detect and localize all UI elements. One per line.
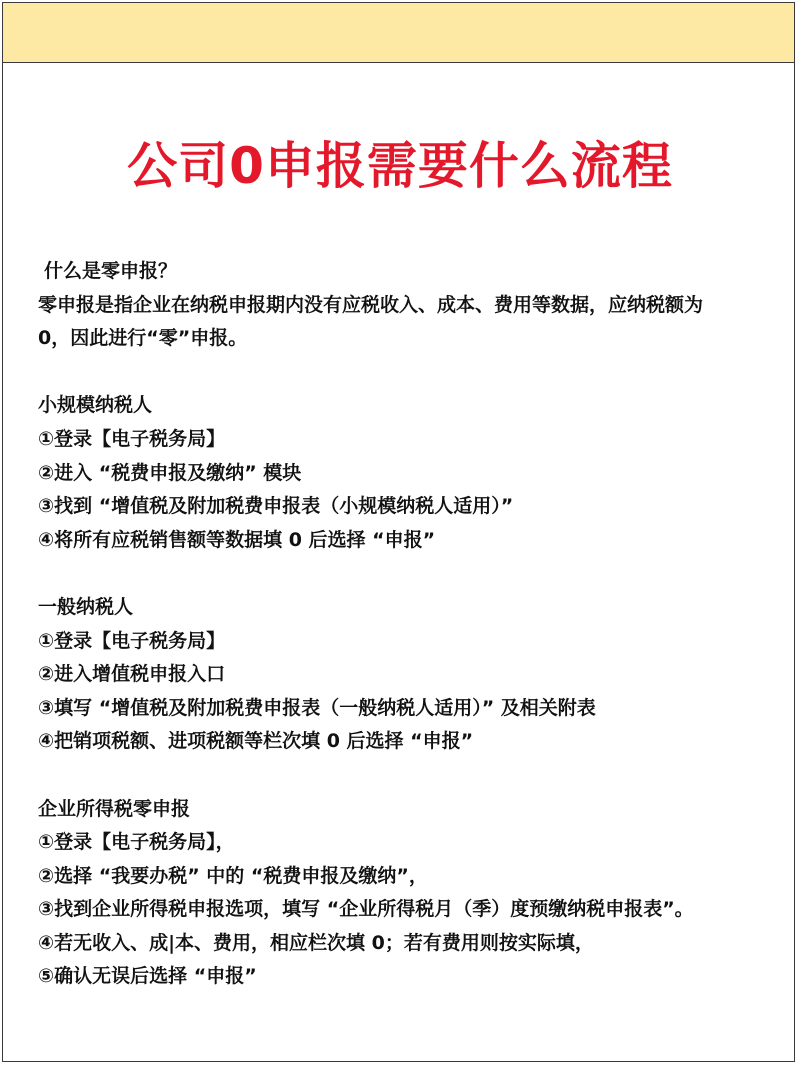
- page-title: 公司0申报需要什么流程: [127, 137, 673, 195]
- article-body: [38, 255, 768, 994]
- intro-answer-line-2: 0，因此进行“零”申报。: [38, 327, 248, 350]
- intro-answer-line-1: 零申报是指企业在纳税申报期内没有应税收入、成本、费用等数据，应纳税额为: [38, 293, 704, 316]
- small-taxpayer-step: ①登录【电子税务局】: [38, 427, 226, 450]
- small-taxpayer-heading: 小规模纳税人: [38, 394, 153, 417]
- spacer: [38, 356, 768, 390]
- general-taxpayer-step: ①登录【电子税务局】: [38, 629, 226, 652]
- small-taxpayer-step: ③找到 “增值税及附加税费申报表（小规模纳税人适用）”: [38, 495, 514, 518]
- corporate-income-tax-step: ⑤确认无误后选择 “申报”: [38, 965, 257, 988]
- header-band: [3, 3, 794, 63]
- general-taxpayer-step: ②进入增值税申报入口: [38, 663, 226, 686]
- corporate-income-tax-step: ④若无收入、成|本、费用，相应栏次填 0；若有费用则按实际填，: [38, 931, 594, 954]
- corporate-income-tax-step: ②选择 “我要办税” 中的 “税费申报及缴纳”，: [38, 864, 428, 887]
- general-taxpayer-step: ③填写 “增值税及附加税费申报表（一般纳税人适用）” 及相关附表: [38, 696, 596, 719]
- corporate-income-tax-step: ①登录【电子税务局】，: [38, 831, 235, 854]
- general-taxpayer-heading: 一般纳税人: [38, 595, 134, 618]
- spacer: [38, 759, 768, 793]
- general-taxpayer-step: ④把销项税额、进项税额等栏次填 0 后选择 “申报”: [38, 730, 474, 753]
- corporate-income-tax-step: ③找到企业所得税申报选项，填写 “企业所得税月（季）度预缴纳税申报表”。: [38, 898, 694, 921]
- small-taxpayer-step: ②进入 “税费申报及缴纳” 模块: [38, 461, 302, 484]
- small-taxpayer-step: ④将所有应税销售额等数据填 0 后选择 “申报”: [38, 528, 436, 551]
- corporate-income-tax-heading: 企业所得税零申报: [38, 797, 191, 820]
- intro-question: 什么是零申报？: [44, 260, 178, 282]
- spacer: [38, 557, 768, 591]
